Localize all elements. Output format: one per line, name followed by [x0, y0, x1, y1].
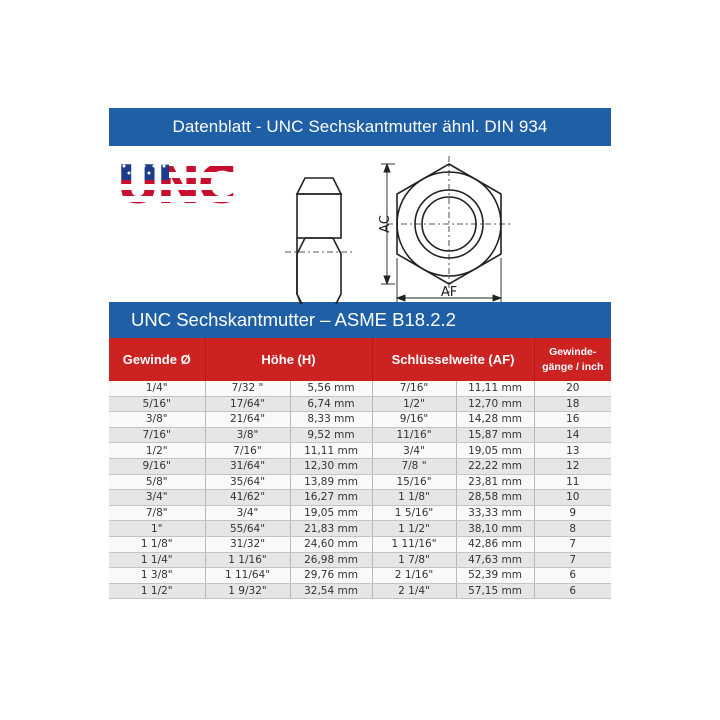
cell-tpi: 14 [534, 427, 611, 443]
header-schluesselweite: Schlüsselweite (AF) [372, 338, 534, 381]
cell-af-mm: 57,15 mm [456, 583, 534, 599]
cell-af-mm: 11,11 mm [456, 381, 534, 396]
section-title [109, 302, 611, 338]
cell-height-mm: 24,60 mm [290, 536, 372, 552]
cell-size: 5/16" [109, 396, 205, 412]
cell-height-mm: 11,11 mm [290, 443, 372, 459]
cell-af-mm: 33,33 mm [456, 505, 534, 521]
cell-af-mm: 23,81 mm [456, 474, 534, 490]
cell-height-inch: 7/32 " [205, 381, 290, 396]
cell-height-mm: 21,83 mm [290, 521, 372, 537]
cell-size: 1 1/4" [109, 552, 205, 568]
cell-height-inch: 3/4" [205, 505, 290, 521]
cell-size: 1 3/8" [109, 568, 205, 584]
header-gaenge-line1: Gewinde- [549, 345, 597, 358]
header-gaenge-line2: gänge / inch [542, 360, 604, 373]
cell-height-inch: 35/64" [205, 474, 290, 490]
cell-height-mm: 16,27 mm [290, 490, 372, 506]
cell-size: 3/4" [109, 490, 205, 506]
table-row [109, 583, 611, 599]
cell-height-mm: 12,30 mm [290, 458, 372, 474]
cell-height-inch: 7/16" [205, 443, 290, 459]
label-ac: AC [378, 215, 393, 233]
cell-height-mm: 8,33 mm [290, 412, 372, 428]
nut-front-view [371, 154, 531, 304]
cell-height-inch: 21/64" [205, 412, 290, 428]
table-row [109, 381, 611, 396]
cell-af-mm: 15,87 mm [456, 427, 534, 443]
cell-af-inch: 2 1/16" [372, 568, 456, 584]
cell-height-inch: 41/62" [205, 490, 290, 506]
cell-af-mm: 52,39 mm [456, 568, 534, 584]
table-header-row [109, 338, 611, 381]
cell-height-inch: 1 11/64" [205, 568, 290, 584]
table-row [109, 490, 611, 506]
unc-flag-logo [113, 154, 237, 208]
cell-af-inch: 1 1/2" [372, 521, 456, 537]
page-title [109, 108, 611, 146]
cell-af-inch: 1 11/16" [372, 536, 456, 552]
cell-tpi: 7 [534, 536, 611, 552]
cell-tpi: 11 [534, 474, 611, 490]
cell-af-mm: 12,70 mm [456, 396, 534, 412]
cell-height-mm: 5,56 mm [290, 381, 372, 396]
cell-af-inch: 7/8 " [372, 458, 456, 474]
cell-af-inch: 9/16" [372, 412, 456, 428]
table-row [109, 474, 611, 490]
cell-size: 1" [109, 521, 205, 537]
cell-height-inch: 3/8" [205, 427, 290, 443]
technical-drawing [109, 146, 611, 302]
cell-af-inch: 1/2" [372, 396, 456, 412]
cell-height-mm: 6,74 mm [290, 396, 372, 412]
cell-height-mm: 19,05 mm [290, 505, 372, 521]
cell-tpi: 10 [534, 490, 611, 506]
table-row [109, 458, 611, 474]
cell-af-inch: 2 1/4" [372, 583, 456, 599]
header-gewinde: Gewinde Ø [109, 338, 205, 381]
cell-size: 1/2" [109, 443, 205, 459]
cell-tpi: 6 [534, 568, 611, 584]
cell-size: 3/8" [109, 412, 205, 428]
cell-af-inch: 15/16" [372, 474, 456, 490]
cell-af-mm: 14,28 mm [456, 412, 534, 428]
cell-size: 1/4" [109, 381, 205, 396]
table-row [109, 568, 611, 584]
cell-height-mm: 9,52 mm [290, 427, 372, 443]
cell-height-inch: 1 9/32" [205, 583, 290, 599]
table-row [109, 412, 611, 428]
cell-tpi: 20 [534, 381, 611, 396]
spec-table [109, 338, 611, 599]
cell-height-inch: 31/64" [205, 458, 290, 474]
cell-size: 1 1/2" [109, 583, 205, 599]
cell-height-inch: 17/64" [205, 396, 290, 412]
table-row [109, 536, 611, 552]
cell-size: 1 1/8" [109, 536, 205, 552]
cell-size: 9/16" [109, 458, 205, 474]
cell-af-inch: 1 1/8" [372, 490, 456, 506]
table-row [109, 396, 611, 412]
cell-tpi: 16 [534, 412, 611, 428]
table-row [109, 427, 611, 443]
cell-af-inch: 3/4" [372, 443, 456, 459]
cell-height-inch: 1 1/16" [205, 552, 290, 568]
cell-af-mm: 28,58 mm [456, 490, 534, 506]
cell-size: 7/8" [109, 505, 205, 521]
cell-tpi: 7 [534, 552, 611, 568]
cell-tpi: 12 [534, 458, 611, 474]
cell-af-mm: 42,86 mm [456, 536, 534, 552]
nut-side-view [275, 154, 371, 304]
cell-tpi: 13 [534, 443, 611, 459]
cell-height-mm: 13,89 mm [290, 474, 372, 490]
header-gaenge [534, 338, 611, 381]
cell-size: 7/16" [109, 427, 205, 443]
cell-af-mm: 38,10 mm [456, 521, 534, 537]
cell-height-inch: 55/64" [205, 521, 290, 537]
header-hoehe: Höhe (H) [205, 338, 372, 381]
cell-height-mm: 26,98 mm [290, 552, 372, 568]
cell-size: 5/8" [109, 474, 205, 490]
datasheet [109, 108, 611, 599]
cell-tpi: 9 [534, 505, 611, 521]
cell-tpi: 6 [534, 583, 611, 599]
section-title-text: UNC Sechskantmutter – ASME B18.2.2 [131, 309, 456, 330]
table-row [109, 521, 611, 537]
table-row [109, 443, 611, 459]
cell-af-mm: 19,05 mm [456, 443, 534, 459]
page-title-text: Datenblatt - UNC Sechskantmutter ähnl. DIN 934 [172, 117, 548, 136]
cell-af-inch: 7/16" [372, 381, 456, 396]
cell-height-mm: 29,76 mm [290, 568, 372, 584]
label-af: AF [440, 285, 458, 300]
cell-af-inch: 1 5/16" [372, 505, 456, 521]
cell-af-mm: 47,63 mm [456, 552, 534, 568]
cell-af-inch: 11/16" [372, 427, 456, 443]
table-row [109, 505, 611, 521]
cell-height-inch: 31/32" [205, 536, 290, 552]
table-body [109, 381, 611, 599]
cell-tpi: 8 [534, 521, 611, 537]
cell-height-mm: 32,54 mm [290, 583, 372, 599]
cell-af-mm: 22,22 mm [456, 458, 534, 474]
cell-tpi: 18 [534, 396, 611, 412]
table-row [109, 552, 611, 568]
cell-af-inch: 1 7/8" [372, 552, 456, 568]
